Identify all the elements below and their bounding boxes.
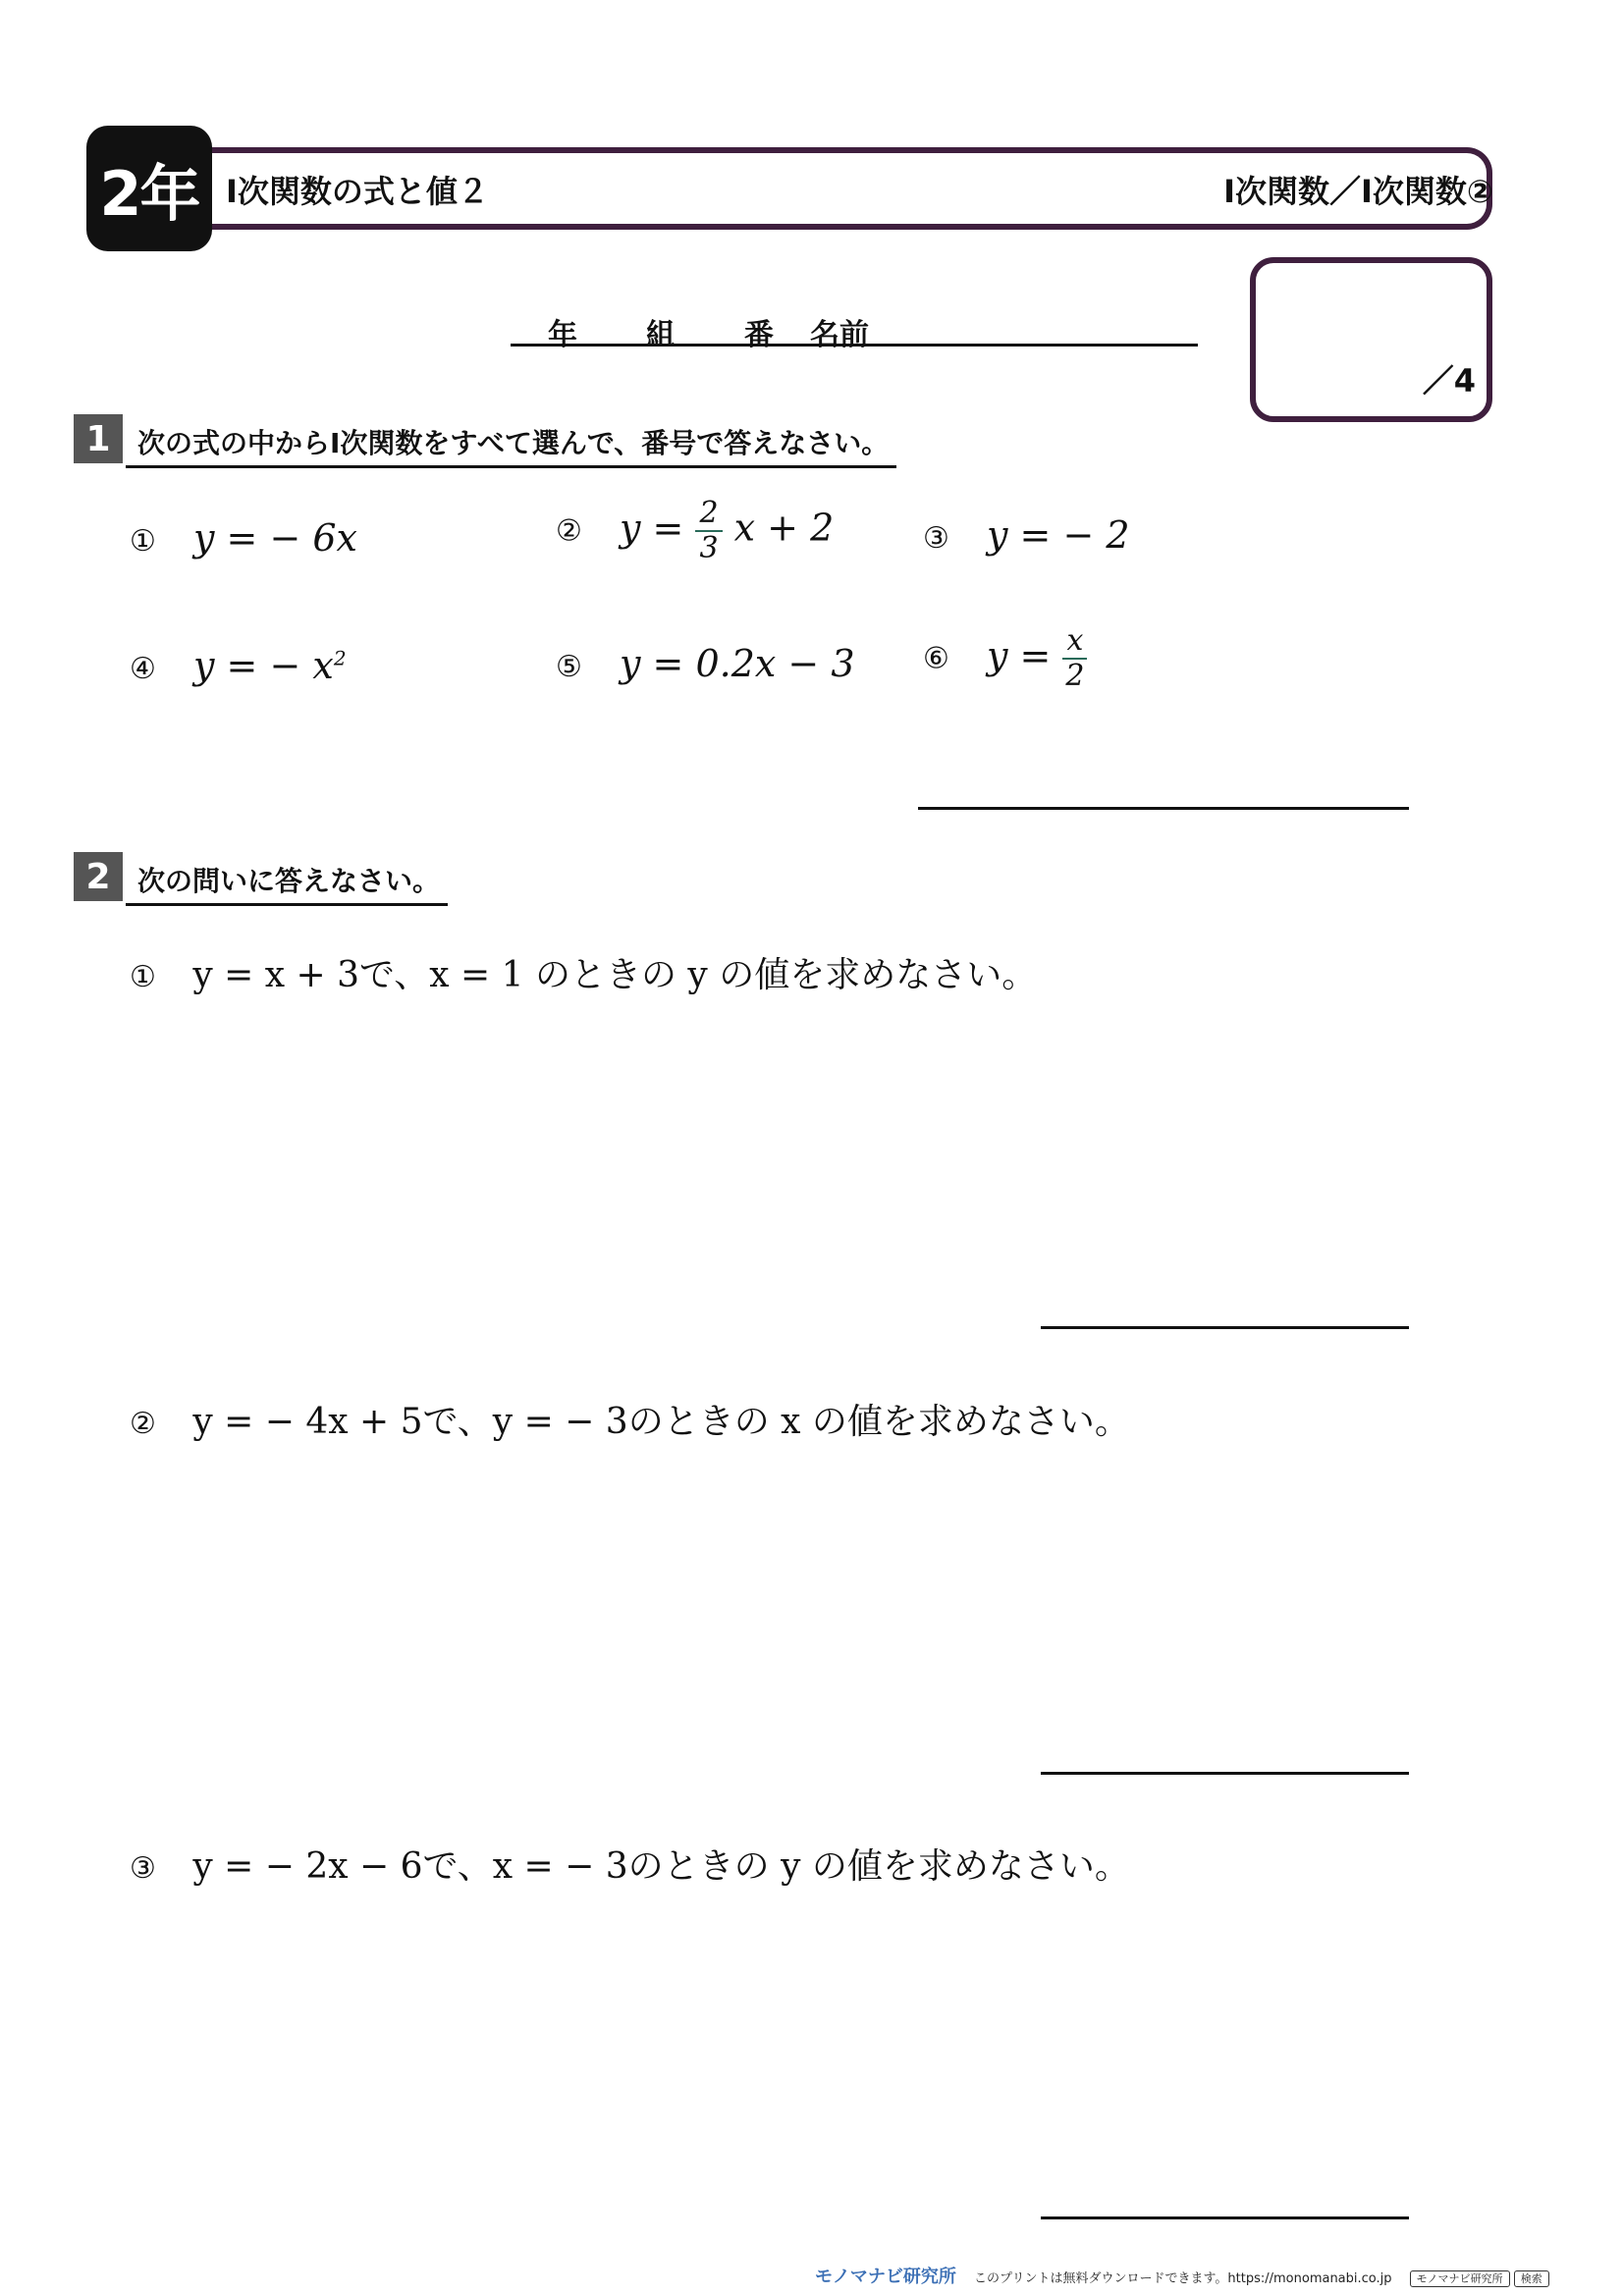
section-2-number: 2 xyxy=(74,852,123,901)
option-label: ⑤ xyxy=(556,650,582,684)
option-label: ① xyxy=(130,524,156,559)
year-label: 年 xyxy=(548,318,577,352)
option-expr-right: x + 2 xyxy=(733,506,835,550)
option-1 xyxy=(130,516,357,560)
name-line xyxy=(511,310,1198,352)
footer-brand-logo: モノマナビ研究所 xyxy=(815,2267,956,2287)
option-expr-left: y = xyxy=(620,506,684,550)
answer-line-2-2[interactable] xyxy=(1041,1772,1409,1775)
option-2 xyxy=(556,496,835,565)
score-total: ／4 xyxy=(1422,362,1476,400)
option-expr: y = − 6x xyxy=(193,516,357,560)
answer-line-1[interactable] xyxy=(918,807,1409,810)
option-label: ③ xyxy=(923,521,949,556)
number-label: 番 xyxy=(744,318,774,352)
question-text: y = − 4x + 5で、y = − 3のときの x の値を求めなさい。 xyxy=(192,1402,1130,1442)
fraction-numerator: x xyxy=(1062,626,1087,660)
section-1-title: 次の式の中からⅠ次関数をすべて選んで、番号で答えなさい。 xyxy=(126,422,896,468)
option-expr: y = − 2 xyxy=(987,513,1130,557)
option-expr: y = 0.2x − 3 xyxy=(620,642,855,685)
question-label: ② xyxy=(130,1407,156,1441)
footer-search-box[interactable]: モノマナビ研究所 xyxy=(1410,2270,1510,2287)
option-4 xyxy=(130,644,347,687)
option-label: ⑥ xyxy=(923,641,949,676)
question-1 xyxy=(130,947,1037,997)
option-expr-left: y = xyxy=(987,633,1052,677)
option-3 xyxy=(923,513,1130,557)
answer-line-2-1[interactable] xyxy=(1041,1326,1409,1329)
answer-line-2-3[interactable] xyxy=(1041,2216,1409,2219)
exponent: 2 xyxy=(333,646,347,670)
question-label: ① xyxy=(130,960,156,994)
footer-text: このプリントは無料ダウンロードできます。https://monomanabi.co.jp xyxy=(973,2271,1392,2286)
option-expr: y = − x xyxy=(193,644,334,687)
question-label: ③ xyxy=(130,1851,156,1886)
grade-badge: 2年 xyxy=(86,126,212,251)
question-text: y = − 2x − 6で、x = − 3のときの y の値を求めなさい。 xyxy=(192,1846,1130,1887)
question-2 xyxy=(130,1394,1130,1444)
fraction-denominator: 3 xyxy=(699,531,719,565)
question-3 xyxy=(130,1839,1130,1889)
section-1-number: 1 xyxy=(74,414,123,463)
footer-search-button[interactable]: 検索 xyxy=(1514,2270,1549,2287)
name-label: 名前 xyxy=(810,318,869,352)
footer xyxy=(815,2263,1549,2288)
option-label: ④ xyxy=(130,652,156,686)
fraction xyxy=(695,496,722,565)
worksheet-title: Ⅰ次関数の式と値２ xyxy=(226,173,489,210)
section-2-title: 次の問いに答えなさい。 xyxy=(126,860,448,906)
question-text: y = x + 3で、x = 1 のときの y の値を求めなさい。 xyxy=(192,955,1038,995)
unit-label: Ⅰ次関数／Ⅰ次関数② xyxy=(1223,173,1493,210)
option-label: ② xyxy=(556,513,582,549)
option-6 xyxy=(923,623,1087,693)
fraction xyxy=(1062,623,1087,693)
fraction-denominator: 2 xyxy=(1065,659,1085,693)
fraction-numerator: 2 xyxy=(695,499,722,532)
option-5 xyxy=(556,642,855,685)
class-label: 組 xyxy=(646,318,676,352)
